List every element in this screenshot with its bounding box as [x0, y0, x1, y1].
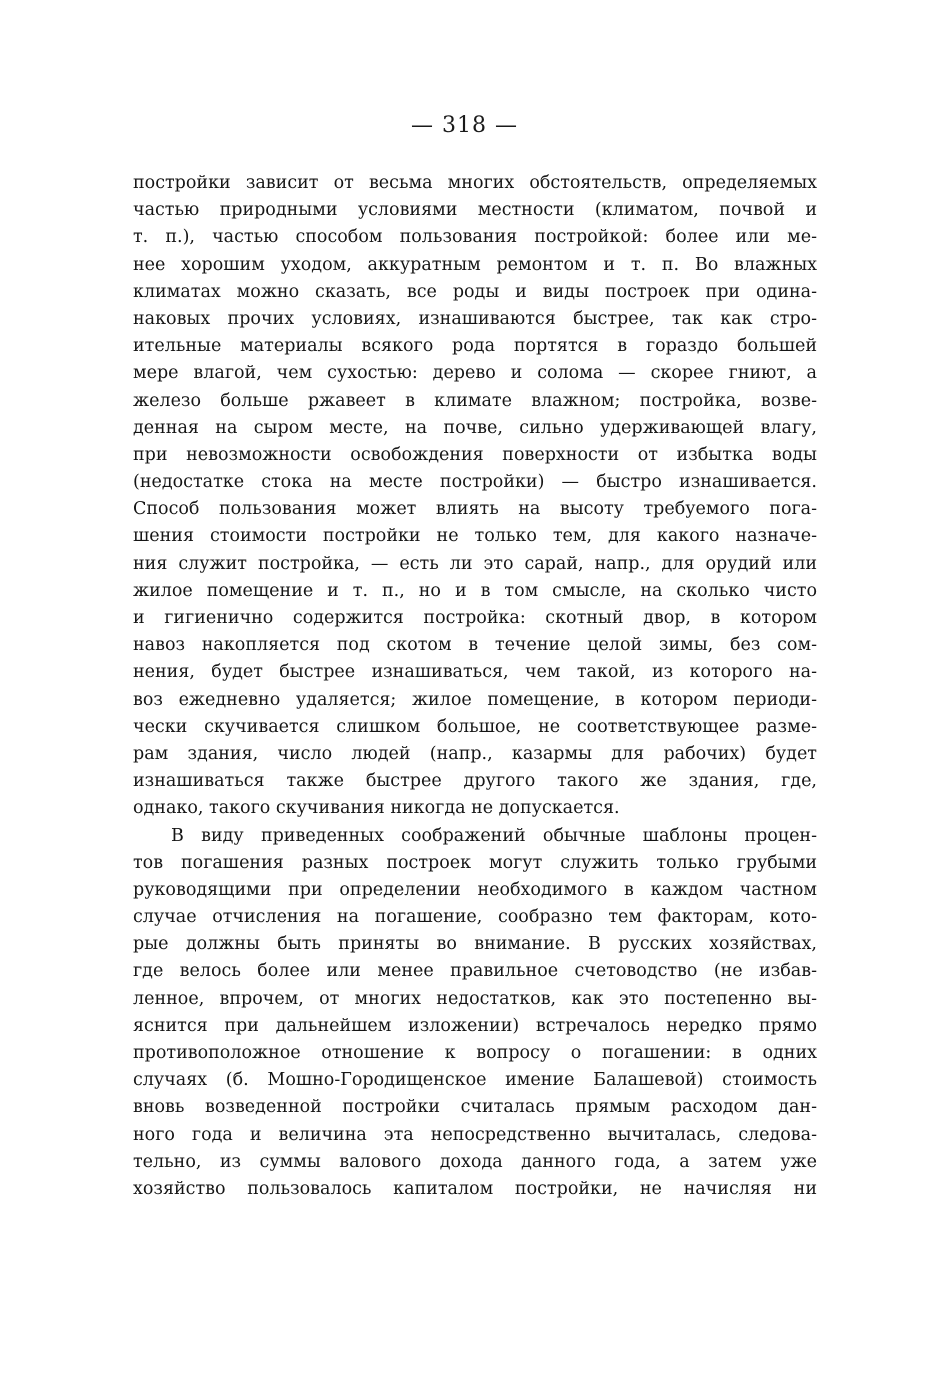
text-line: денная на сыром месте, на почве, сильно удерживающей влагу, — [133, 417, 817, 438]
text-line: т. п.), частью способом пользования постройкой: более или ме- — [133, 227, 817, 248]
text-line: шения стоимости постройки не только тем, для какого назначе- — [133, 526, 817, 547]
text-line: изнашиваться также быстрее другого такого же здания, где, — [133, 771, 817, 792]
text-line: яснится при дальнейшем изложении) встречалось нередко прямо — [133, 1015, 817, 1036]
body-text — [133, 170, 817, 1203]
text-line: однако, такого скучивания никогда не допускается. — [133, 798, 620, 819]
text-line: случае отчисления на погашение, сообразно тем факторам, кото- — [133, 907, 817, 928]
text-line: хозяйство пользовалось капиталом постройки, не начисляя ни — [133, 1178, 817, 1199]
text-line: чески скучивается слишком большое, не соответствующее разме- — [133, 716, 817, 737]
text-line: наковых прочих условиях, изнашиваются быстрее, так как стро- — [133, 308, 817, 329]
text-line: где велось более или менее правильное счетоводство (не избав- — [133, 961, 817, 982]
text-line: случаях (б. Мошно-Городищенское имение Балашевой) стоимость — [133, 1070, 817, 1091]
text-line: навоз накопляется под скотом в течение целой зимы, без сом- — [133, 635, 817, 656]
text-line: ного года и величина эта непосредственно вычиталась, следова- — [133, 1124, 817, 1145]
text-line: постройки зависит от весьма многих обстоятельств, определяемых — [133, 173, 817, 193]
text-line: нения, будет быстрее изнашиваться, чем такой, из которого на- — [133, 662, 817, 683]
page-number: — 318 — — [411, 113, 518, 138]
text-line: Способ пользования может влиять на высоту требуемого пога- — [133, 499, 817, 520]
text-line: ленное, впрочем, от многих недостатков, как это постепенно вы- — [133, 988, 817, 1009]
text-line: жилое помещение и т. п., но и в том смысле, на сколько чисто — [133, 580, 817, 601]
text-line: и гигиенично содержится постройка: скотный двор, в котором — [133, 608, 817, 628]
text-line: противоположное отношение к вопросу о погашении: в одних — [133, 1043, 817, 1063]
text-line: климатах можно сказать, все роды и виды построек при одина- — [133, 281, 817, 302]
text-line: В виду приведенных соображений обычные шаблоны процен- — [171, 825, 817, 846]
text-line: железо больше ржавеет в климате влажном; постройка, возве- — [133, 390, 817, 411]
text-line: воз ежедневно удаляется; жилое помещение, в котором периоди- — [133, 689, 817, 710]
text-line: ительные материалы всякого рода портятся в гораздо большей — [133, 336, 817, 357]
text-line: при невозможности освобождения поверхности от избытка воды — [133, 444, 817, 465]
text-line: частью природными условиями местности (климатом, почвой и — [133, 200, 817, 221]
text-line: (недостатке стока на месте постройки) — быстро изнашивается. — [133, 472, 817, 493]
text-line: вновь возведенной постройки считалась прямым расходом дан- — [133, 1097, 817, 1118]
text-line: тельно, из суммы валового дохода данного года, а затем уже — [133, 1151, 817, 1172]
text-line: рые должны быть приняты во внимание. В русских хозяйствах, — [133, 934, 817, 955]
text-line: нее хорошим уходом, аккуратным ремонтом и т. п. Во влажных — [133, 254, 817, 275]
text-line: мере влагой, чем сухостью: дерево и солома — скорее гниют, а — [133, 363, 817, 384]
text-line: ния служит постройка, — есть ли это сарай, напр., для орудий или — [133, 553, 817, 574]
text-line: тов погашения разных построек могут служить только грубыми — [133, 852, 817, 873]
text-line: руководящими при определении необходимого в каждом частном — [133, 879, 817, 900]
text-line: рам здания, число людей (напр., казармы для рабочих) будет — [133, 743, 817, 764]
